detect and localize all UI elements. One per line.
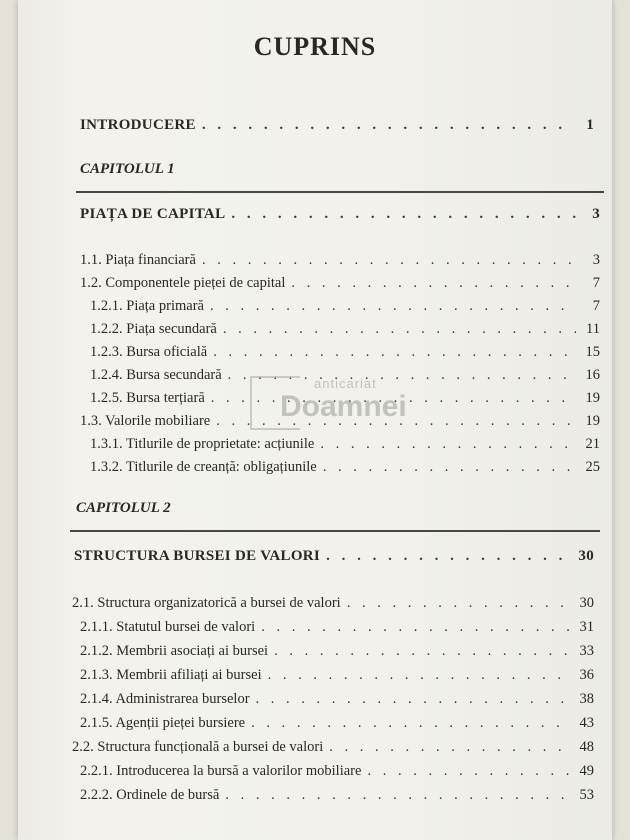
toc-label: 2.1. Structura organizatorică a bursei de valori [72,595,341,611]
toc-entry [72,739,594,759]
toc-page: 11 [586,321,600,337]
toc-page: 16 [585,367,600,383]
toc-leader [210,298,576,315]
toc-label: 2.1.4. Administrarea burselor [80,691,250,707]
toc-page: 30 [578,548,594,564]
toc-label: 1.2.3. Bursa oficială [90,344,208,360]
chapter-2-rule [70,530,600,532]
toc-leader [291,275,576,292]
toc-label: STRUCTURA BURSEI DE VALORI [74,548,321,564]
chapter-2-heading: CAPITOLUL 2 [76,500,171,516]
toc-label: 1.3. Valorile mobiliare [80,413,211,429]
toc-page: 3 [592,206,600,222]
toc-page: 49 [579,763,594,779]
toc-entry [80,643,594,663]
toc-entry [80,787,594,807]
toc-leader [231,206,576,223]
toc-entry [90,436,600,456]
watermark-logo [250,372,440,432]
toc-entry [80,275,600,295]
toc-entry [80,715,594,735]
toc-page: 19 [585,390,600,406]
toc-leader [202,117,570,134]
toc-label: 2.1.1. Statutul bursei de valori [80,619,256,635]
toc-entry [90,298,600,318]
toc-label: 2.2.1. Introducerea la bursă a valorilor mobiliare [80,763,362,779]
toc-label: 1.2.4. Bursa secundară [90,367,222,383]
toc-entry-introducere [80,117,594,137]
toc-leader [202,252,576,269]
toc-leader [223,321,576,338]
toc-label: 2.2. Structura funcțională a bursei de valori [72,739,324,755]
toc-label: 1.1. Piața financiară [80,252,196,268]
toc-page: 36 [579,667,594,683]
toc-label: INTRODUCERE [80,117,196,133]
chapter-1-title [80,206,600,226]
toc-leader [225,787,570,804]
chapter-1-heading: CAPITOLUL 1 [80,161,175,177]
toc-label: 1.2.2. Piața secundară [90,321,217,337]
toc-label: 2.2.2. Ordinele de bursă [80,787,220,803]
chapter-1-rule [76,191,604,193]
toc-label: 1.3.1. Titlurile de proprietate: acțiunile [90,436,315,452]
toc-page: 53 [579,787,594,803]
toc-page: 38 [579,691,594,707]
toc-page: 21 [585,436,600,452]
toc-entry [72,595,594,615]
watermark-big-text: Doamnei [280,390,407,423]
toc-leader [251,715,570,732]
toc-entry [80,619,594,639]
toc-page: 19 [585,413,600,429]
toc-leader [347,595,570,612]
toc-entry [90,459,600,479]
toc-page: 48 [579,739,594,755]
toc-page: 43 [579,715,594,731]
toc-label: 2.1.3. Membrii afiliați ai bursei [80,667,262,683]
toc-entry [80,691,594,711]
toc-entry [90,344,600,364]
toc-page: 30 [579,595,594,611]
toc-leader [256,691,570,708]
toc-leader [261,619,570,636]
page-title: CUPRINS [253,32,377,61]
toc-label: 2.1.2. Membrii asociați ai bursei [80,643,269,659]
toc-page: 3 [592,252,600,268]
toc-label: 1.2. Componentele pieței de capital [80,275,286,291]
toc-page: 31 [579,619,594,635]
toc-leader [268,667,570,684]
toc-leader [326,548,570,565]
watermark-small-text: anticariat [314,376,377,391]
chapter-2-title [74,548,594,568]
toc-entry [80,667,594,687]
toc-leader [213,344,576,361]
toc-leader [320,436,576,453]
toc-leader [329,739,570,756]
toc-label: 1.3.2. Titlurile de creanță: obligațiunile [90,459,317,475]
toc-page: 15 [585,344,600,360]
toc-leader [323,459,576,476]
toc-label: 1.2.1. Piața primară [90,298,204,314]
toc-label: PIAȚA DE CAPITAL [80,206,226,222]
toc-entry [80,763,594,783]
toc-label: 2.1.5. Agenții pieței bursiere [80,715,246,731]
toc-entry [90,321,600,341]
toc-leader [367,763,570,780]
toc-page: 7 [592,298,600,314]
toc-page: 7 [592,275,600,291]
toc-leader [274,643,570,660]
toc-page: 25 [585,459,600,475]
toc-page: 33 [579,643,594,659]
toc-entry [80,252,600,272]
book-page [18,0,612,840]
toc-label: 1.2.5. Bursa terțiară [90,390,205,406]
toc-page: 1 [586,117,594,133]
